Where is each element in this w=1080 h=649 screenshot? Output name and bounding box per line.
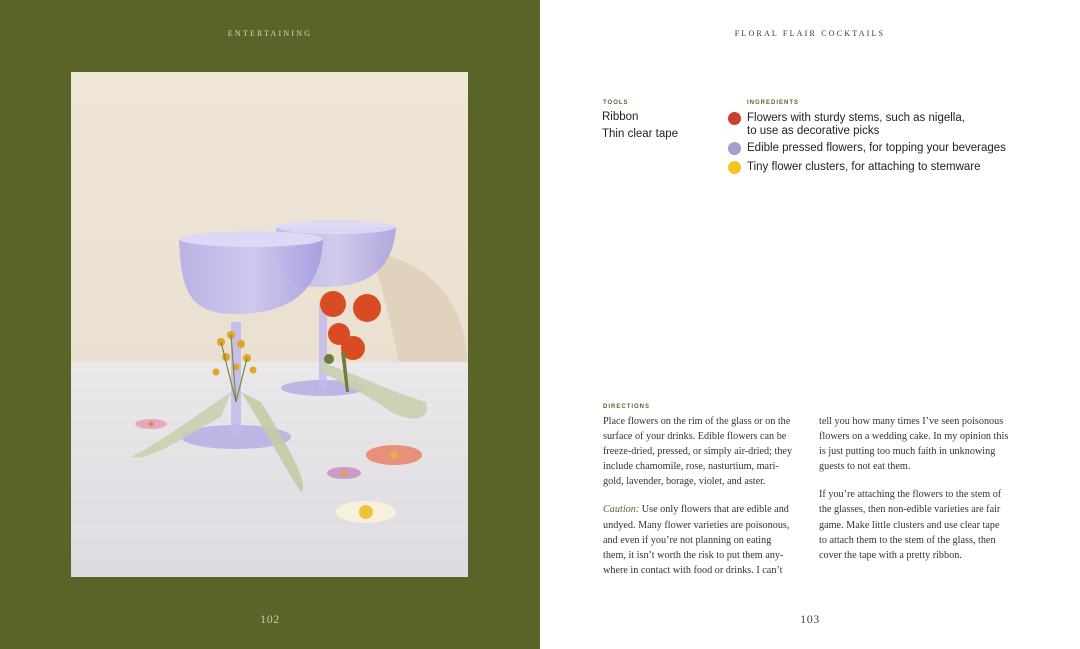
- text-line: undyed. Many flower varieties are poisonous,: [603, 519, 790, 531]
- ingredient-line: Edible pressed flowers, for topping your beverages: [747, 142, 1006, 154]
- directions-paragraph: [819, 414, 1024, 474]
- text-line: to attach them to the stem of the glass, then: [819, 534, 996, 546]
- running-head-left: ENTERTAINING: [227, 29, 313, 38]
- text-line: guests to not eat them.: [819, 461, 911, 473]
- directions-paragraph: [603, 414, 803, 489]
- text-line: surface of your drinks. Edible flowers can be: [603, 431, 787, 443]
- ingredient-line: Flowers with sturdy stems, such as nigella,: [747, 112, 965, 124]
- tools-list: [602, 109, 678, 143]
- ingredient-line: Tiny flower clusters, for attaching to stemware: [747, 160, 981, 173]
- ingredient-line: to use as decorative picks: [747, 124, 880, 137]
- text-line: them, it isn’t worth the risk to put them any-: [603, 549, 784, 561]
- text-line: Place flowers on the rim of the glass or on the: [603, 416, 791, 427]
- text-line: where in contact with food or drinks. I can’t: [603, 564, 783, 576]
- directions-column-2: [819, 414, 1024, 576]
- lavender-dot-icon: [728, 142, 741, 155]
- yellow-dot-icon: [728, 161, 741, 174]
- text-line: If you’re attaching the flowers to the stem of: [819, 489, 1002, 501]
- ingredient-item: [728, 142, 1028, 155]
- text-line: tell you how many times I’ve seen poisonous: [819, 416, 1004, 427]
- directions-label: DIRECTIONS: [603, 404, 651, 410]
- text-line: game. Make little clusters and use clear tape: [819, 519, 1000, 531]
- tool-item: Thin clear tape: [602, 128, 679, 140]
- directions-column-1: [603, 414, 803, 591]
- directions-paragraph: [819, 487, 1024, 562]
- text-line: and even if you’re not planning on eating: [603, 534, 772, 546]
- text-line: include chamomile, rose, nasturtium, mari-: [603, 461, 779, 473]
- text-line: Use only flowers that are edible and: [639, 504, 789, 516]
- cocktail-photo: [71, 72, 468, 577]
- text-line: is just putting too much faith in unknowing: [819, 446, 996, 458]
- text-line: the glasses, then non-edible varieties are fair: [819, 504, 1001, 516]
- ingredient-item: [728, 161, 1028, 174]
- red-dot-icon: [728, 112, 741, 125]
- ingredients-label: INGREDIENTS: [747, 100, 800, 106]
- caution-paragraph: [603, 502, 803, 577]
- text-line: flowers on a wedding cake. In my opinion this: [819, 431, 1009, 443]
- ingredient-item: [728, 112, 1028, 137]
- text-line: freeze-dried, pressed, or simply air-dried; they: [603, 446, 793, 458]
- page-number-right: 103: [800, 612, 820, 626]
- ingredients-list: [728, 112, 1028, 175]
- text-line: gold, lavender, borage, violet, and aster.: [603, 476, 766, 488]
- caution-label: Caution:: [603, 504, 640, 516]
- tools-label: TOOLS: [603, 100, 629, 106]
- text-line: cover the tape with a pretty ribbon.: [819, 549, 962, 561]
- tool-item: Ribbon: [602, 111, 639, 123]
- page-number-left: 102: [260, 612, 280, 626]
- right-page: [540, 0, 1080, 649]
- cocktail-glasses-with-flowers-photo: [71, 72, 468, 577]
- running-head-right: FLORAL FLAIR COCKTAILS: [734, 29, 886, 38]
